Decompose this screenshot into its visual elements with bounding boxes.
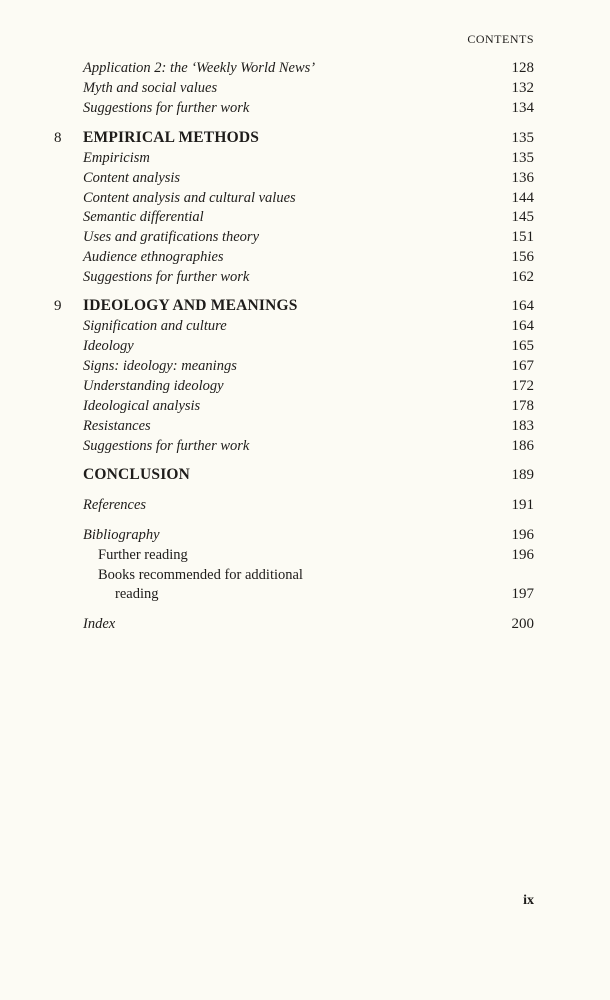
entry-page: 144 [511,190,534,206]
toc-entry [0,247,610,267]
toc-entry [0,207,610,227]
entry-title: Suggestions for further work [83,438,250,454]
toc-entry [0,316,610,336]
chapter-heading [0,128,610,148]
entry-title: Content analysis [83,170,181,186]
entry-page: 191 [511,497,534,513]
entry-title: Application 2: the ‘Weekly World News’ [83,60,316,76]
entry-title: Ideological analysis [83,398,201,414]
entry-title: Resistances [83,418,151,434]
toc-entry [0,78,610,98]
entry-title: Semantic differential [83,209,204,225]
entry-page: 151 [511,229,534,245]
toc-entry [0,436,610,456]
chapter-number: 9 [54,298,62,314]
entry-page: 178 [511,398,534,414]
entry-page: 134 [511,100,534,116]
chapter-heading [0,296,610,316]
entry-title: Bibliography [83,527,160,543]
toc-entry [0,188,610,208]
toc-entry [0,525,610,545]
entry-page: 196 [511,527,534,543]
entry-title: Ideology [83,338,134,354]
entry-title: Uses and gratifications theory [83,229,260,245]
toc-entry [0,416,610,436]
toc-entry [0,98,610,118]
entry-title: Understanding ideology [83,378,224,394]
chapter-title: CONCLUSION [83,466,191,483]
toc-entry [0,227,610,247]
entry-page: 172 [511,378,534,394]
page-number: ix [523,893,534,908]
chapter-number: 8 [54,130,62,146]
toc-entry [0,495,610,515]
entry-page: 164 [511,298,534,314]
toc-subentry [0,565,610,585]
toc-entry [0,168,610,188]
entry-page: 165 [511,338,534,354]
toc-entry [0,267,610,287]
entry-title: Audience ethnographies [83,249,224,265]
entry-page: 128 [511,60,534,76]
entry-page: 135 [511,130,534,146]
entry-title: Further reading [98,547,188,563]
chapter-heading [0,465,610,485]
entry-page: 162 [511,269,534,285]
running-header: CONTENTS [467,32,534,46]
entry-page: 200 [511,616,534,632]
toc-subentry [0,545,610,565]
entry-title: Empiricism [83,150,150,166]
entry-page: 164 [511,318,534,334]
entry-page: 197 [511,586,534,602]
entry-title: Myth and social values [83,80,218,96]
toc-entry [0,58,610,78]
entry-page: 186 [511,438,534,454]
entry-title: Index [83,616,116,632]
entry-page: 135 [511,150,534,166]
entry-title-continuation: reading [115,586,159,602]
chapter-title: EMPIRICAL METHODS [83,129,260,146]
entry-title: Suggestions for further work [83,269,250,285]
entry-page: 156 [511,249,534,265]
chapter-title: IDEOLOGY AND MEANINGS [83,297,298,314]
entry-page: 189 [511,467,534,483]
entry-title: Suggestions for further work [83,100,250,116]
entry-title: Signification and culture [83,318,227,334]
entry-page: 167 [511,358,534,374]
toc-entry [0,336,610,356]
entry-page: 183 [511,418,534,434]
toc-entry [0,376,610,396]
entry-page: 136 [511,170,534,186]
toc-entry [0,148,610,168]
entry-title: Books recommended for additional [98,567,303,583]
entry-title: References [83,497,147,513]
entry-page: 132 [511,80,534,96]
entry-title: Signs: ideology: meanings [83,358,237,374]
toc-entry [0,356,610,376]
toc-entry [0,396,610,416]
toc-subentry-continuation [0,584,610,604]
entry-page: 196 [511,547,534,563]
entry-page: 145 [511,209,534,225]
toc-entry [0,614,610,634]
entry-title: Content analysis and cultural values [83,190,296,206]
